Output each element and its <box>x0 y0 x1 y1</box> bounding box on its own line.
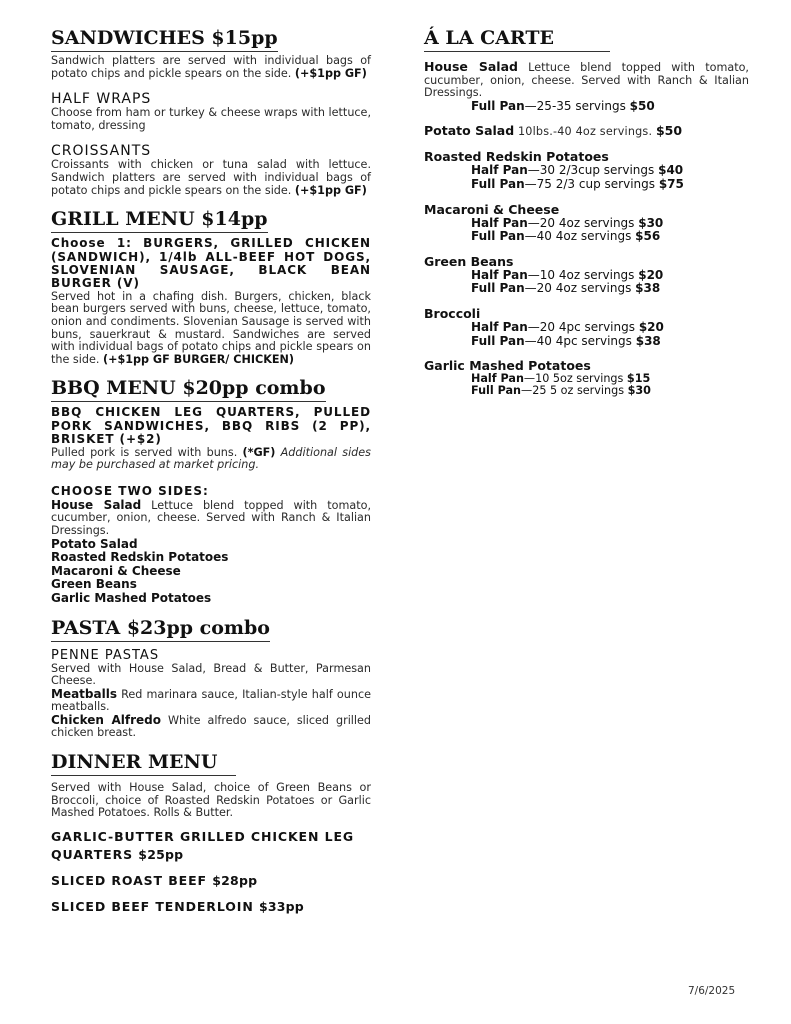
house-salad-item <box>424 61 749 113</box>
pasta-section <box>51 616 371 741</box>
dinner-item: GARLIC-BUTTER GRILLED CHICKEN LEG QUARTERS $25pp <box>51 828 355 862</box>
half-wraps-desc: Choose from ham or turkey & cheese wraps with lettuce, tomato, dressing <box>51 106 371 132</box>
grill-section <box>51 207 371 366</box>
list-item: Macaroni & Cheese <box>51 563 181 578</box>
bbq-title: BBQ MENU $20pp combo <box>51 376 326 402</box>
croissants-title: CROISSANTS <box>51 143 152 160</box>
meatballs-item: Meatballs Red marinara sauce, Italian-style half ounce meatballs. <box>51 686 371 714</box>
sides-list <box>51 538 371 606</box>
house-salad-desc: House Salad Lettuce blend topped with tomato, cucumber, onion, cheese. Served with Ranch & Italian Dressings. <box>424 59 749 100</box>
footer-date: 7/6/2025 <box>688 985 736 997</box>
sides-house-salad: House Salad Lettuce blend topped with tomato, cucumber, onion, cheese. Served with Ranch & Italian Dressings. <box>51 497 371 537</box>
sandwiches-title: SANDWICHES $15pp <box>51 26 278 52</box>
list-item: Potato Salad <box>51 536 138 551</box>
croissants-desc: Croissants with chicken or tuna salad with lettuce. Sandwich platters are served with individual bags of potato chips and pickle spears on the side. (+$1pp GF) <box>51 158 371 197</box>
bbq-choose: BBQ CHICKEN LEG QUARTERS, PULLED PORK SANDWICHES, BBQ RIBS (2 PP), BRISKET (+$2) <box>51 405 371 447</box>
pasta-title: PASTA $23pp combo <box>51 616 270 642</box>
dinner-desc: Served with House Salad, choice of Green Beans or Broccoli, choice of Roasted Redskin Potatoes or Garlic Mashed Potatoes. Rolls & Butter. <box>51 781 371 820</box>
sandwiches-desc: Sandwich platters are served with individual bags of potato chips and pickle spears on the side. (+$1pp GF) <box>51 54 371 80</box>
grill-choose: Choose 1: BURGERS, GRILLED CHICKEN (SANDWICH), 1/4lb ALL-BEEF HOT DOGS, SLOVENIAN SAUSAGE, BLACK BEAN BURGER (V) <box>51 236 371 291</box>
dinner-item: SLICED BEEF TENDERLOIN $33pp <box>51 898 304 914</box>
sandwiches-section <box>51 26 371 197</box>
house-salad-full-pan: Full Pan—25-35 servings $50 <box>471 98 655 113</box>
alacarte-item: Green Beans Half Pan—10 4oz servings $20 Full Pan—20 4oz servings $38 <box>424 253 664 296</box>
list-item: Garlic Mashed Potatoes <box>51 590 212 605</box>
left-column <box>51 26 371 926</box>
dinner-item: SLICED ROAST BEEF $28pp <box>51 872 258 888</box>
chicken-alfredo-item: Chicken Alfredo White alfredo sauce, sliced grilled chicken breast. <box>51 712 371 740</box>
grill-desc: Served hot in a chafing dish. Burgers, chicken, black bean burgers served with buns, cheese, lettuce, tomato, onion and condiments. Slovenian Sausage is served with buns, sauerkraut & mustard. Sandwiches are served with individual bags of potato chips and pickle spears on the side. (+$1pp GF BURGER/ CHICKEN) <box>51 289 371 366</box>
half-wraps-title: HALF WRAPS <box>51 91 152 108</box>
choose-two-sides-title: CHOOSE TWO SIDES: <box>51 483 209 498</box>
alacarte-title: Á LA CARTE <box>424 26 610 52</box>
grill-title: GRILL MENU $14pp <box>51 207 268 233</box>
potato-salad-item: Potato Salad 10lbs.-40 4oz servings. $50 <box>424 123 683 139</box>
alacarte-item: Roasted Redskin Potatoes Half Pan—30 2/3cup servings $40 Full Pan—75 2/3 cup servings $75 <box>424 149 684 191</box>
bbq-section <box>51 376 371 605</box>
list-item: Roasted Redskin Potatoes <box>51 550 229 565</box>
dinner-title: DINNER MENU <box>51 750 236 776</box>
bbq-desc: Pulled pork is served with buns. (*GF) Additional sides may be purchased at market pricing. <box>51 445 371 472</box>
pasta-desc: Served with House Salad, Bread & Butter, Parmesan Cheese. <box>51 661 371 688</box>
alacarte-item: Macaroni & Cheese Half Pan—20 4oz servings $30 Full Pan—40 4oz servings $56 <box>424 201 664 244</box>
right-column <box>424 26 749 408</box>
alacarte-item: Broccoli Half Pan—20 4pc servings $20 Full Pan—40 4pc servings $38 <box>424 305 664 348</box>
alacarte-item: Garlic Mashed Potatoes Half Pan—10 5oz servings $15 Full Pan—25 5 oz servings $30 <box>424 358 651 398</box>
dinner-section <box>51 750 371 916</box>
list-item: Green Beans <box>51 577 137 592</box>
penne-pastas-title: PENNE PASTAS <box>51 647 160 663</box>
